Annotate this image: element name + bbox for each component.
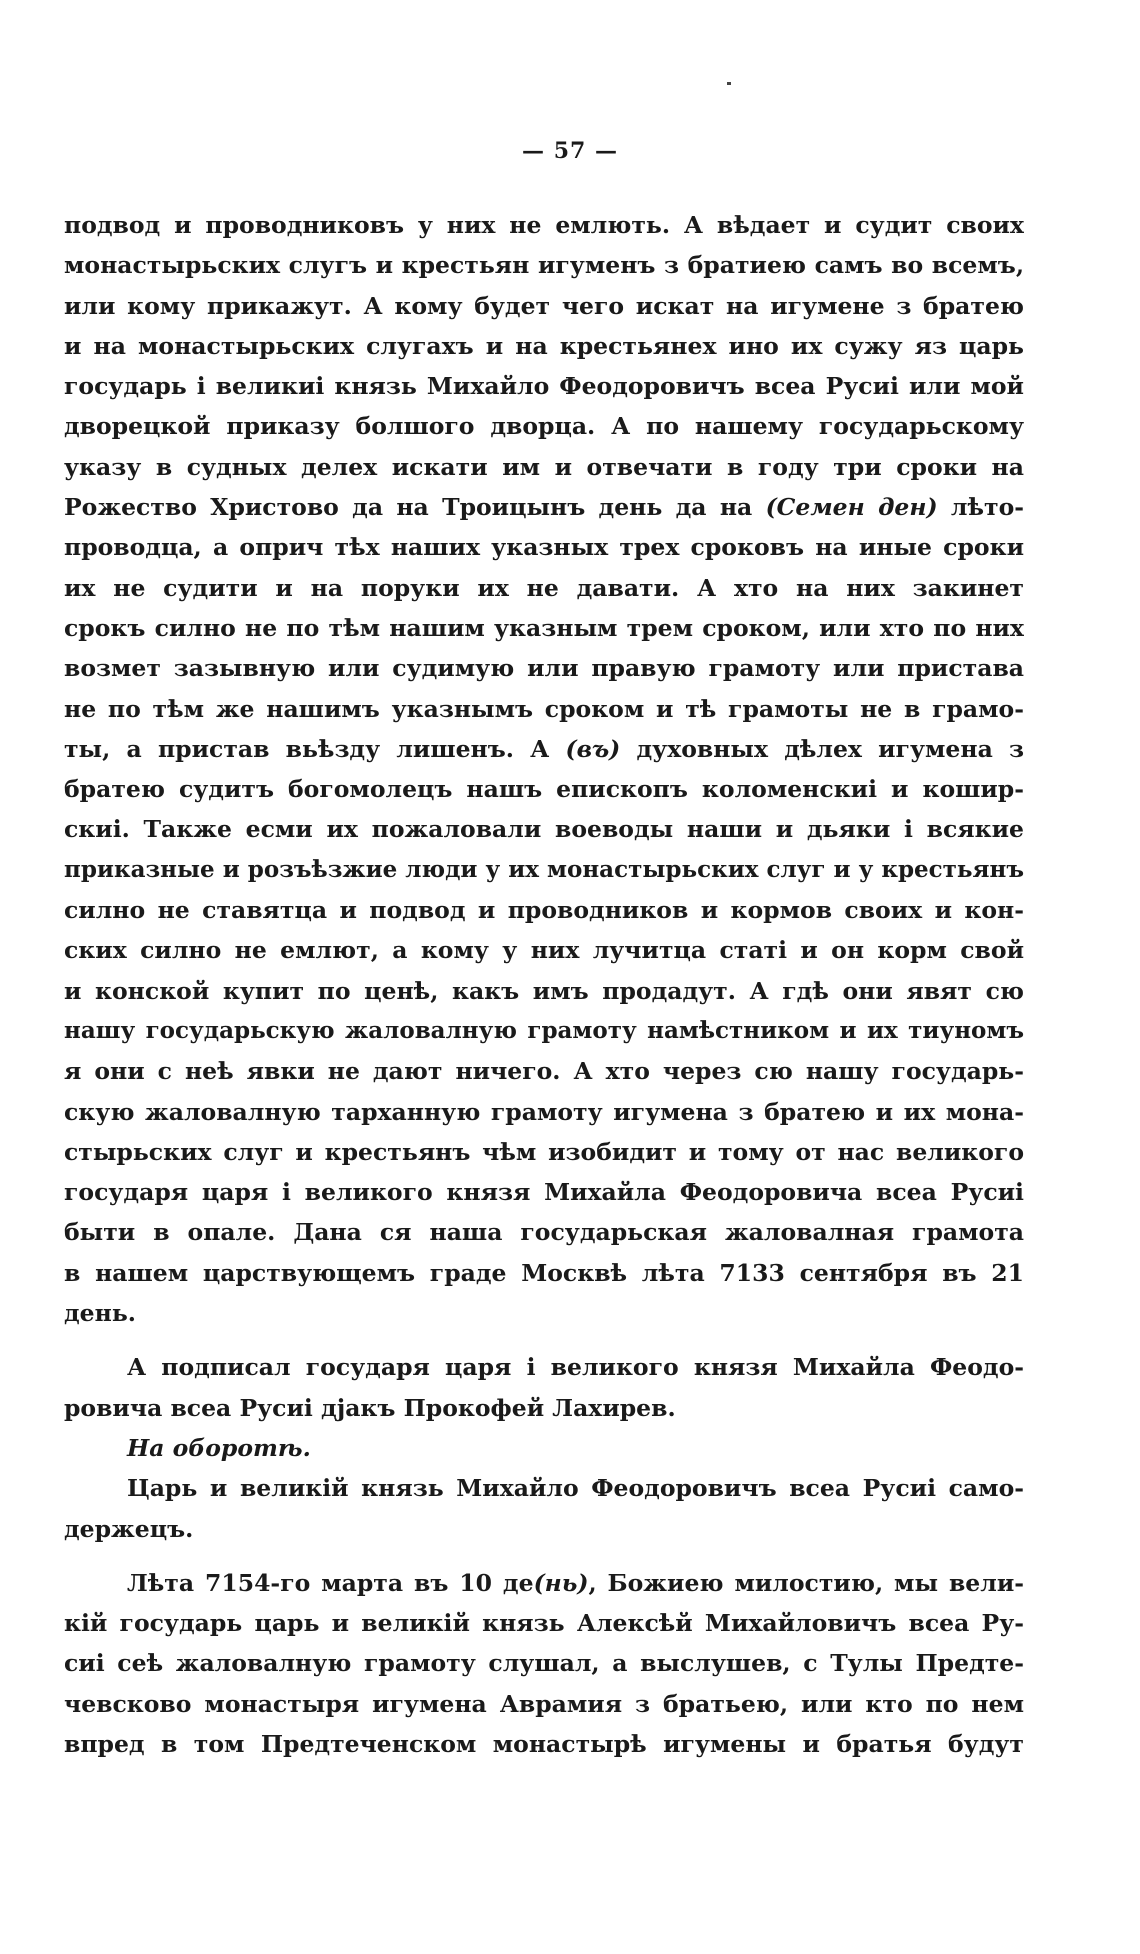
line-text: проводца, а оприч тѣх наших указных трех сроковъ на иные сроки (64, 533, 1024, 562)
text-line (64, 527, 1024, 567)
body-text (64, 205, 1024, 1764)
line-text: указу в судных делех искати им и отвечати в году три сроки на (64, 452, 1024, 481)
line-text: А подписал государя царя і великого князя Михайла Феодо- (127, 1353, 1024, 1382)
text-line (64, 1468, 1024, 1508)
text-line (64, 1132, 1024, 1172)
text-line (64, 1347, 1024, 1387)
text-line (64, 1253, 1024, 1293)
line-text: братею судитъ богомолецъ нашъ епископъ коломенскиі и кошир- (64, 775, 1024, 804)
italic-text: (въ) (565, 734, 621, 763)
line-text: не по тѣм же нашимъ указнымъ сроком и тѣ грамоты не в грамо- (64, 694, 1024, 723)
text-line (64, 1092, 1024, 1132)
text-line (64, 447, 1024, 487)
line-text: монастырьских слугъ и крестьян игуменъ з братиею самъ во всемъ, (64, 251, 1024, 280)
text-line (64, 1293, 1024, 1333)
text-line (64, 1172, 1024, 1212)
italic-text: На оборотѣ. (127, 1433, 311, 1462)
text-line (64, 971, 1024, 1011)
line-text: в нашем царствующемъ граде Москвѣ лѣта 7133 сентября въ 21 (64, 1258, 1024, 1287)
line-text: духовных дѣлех игумена з (620, 734, 1024, 763)
text-line (64, 406, 1024, 446)
line-text: я они с неѣ явки не дают ничего. А хто через сю нашу государь- (64, 1057, 1024, 1086)
line-text: быти в опале. Дана ся наша государьская жаловалная грамота (64, 1218, 1024, 1247)
line-text: лѣто- (937, 493, 1024, 522)
text-line (64, 1563, 1024, 1603)
line-text: подвод и проводниковъ у них не емлють. А вѣдает и судит своих (64, 211, 1024, 239)
line-text: сиі сеѣ жаловалную грамоту слушал, а выслушев, с Тулы Предте- (64, 1649, 1024, 1678)
text-line (64, 648, 1024, 688)
text-line (64, 205, 1024, 245)
line-text: возмет зазывную или судимую или правую грамоту или пристава (64, 654, 1024, 683)
line-text: Царь и великій князь Михайло Феодоровичъ всеа Русиі само- (127, 1474, 1024, 1503)
text-line (64, 1212, 1024, 1252)
text-line (64, 809, 1024, 849)
text-line (64, 245, 1024, 285)
text-line (64, 930, 1024, 970)
text-line (64, 1643, 1024, 1683)
paragraph-gap (64, 1549, 1024, 1563)
line-text: государь і великиі князь Михайло Феодоровичъ всеа Русиі или мой (64, 372, 1024, 401)
line-text: впред в том Предтеченском монастырѣ игумены и братья будут (64, 1729, 1024, 1758)
line-text: скую жаловалную тарханную грамоту игумена з братею и их мона- (64, 1097, 1024, 1126)
text-line (64, 1011, 1024, 1051)
italic-text: (нь) (533, 1568, 589, 1597)
text-line (64, 1051, 1024, 1091)
line-text: скиі. Также есми их пожаловали воеводы наши и дьяки і всякие (64, 815, 1024, 844)
line-text: держецъ. (64, 1514, 194, 1543)
line-text: Лѣта 7154-го марта въ 10 де (127, 1568, 534, 1597)
text-line (64, 689, 1024, 729)
line-text: день. (64, 1299, 136, 1328)
paragraph-gap (64, 1333, 1024, 1347)
text-line (64, 1724, 1024, 1764)
line-text: чевсково монастыря игумена Аврамия з братьею, или кто по нем (64, 1689, 1024, 1718)
line-text: и конской купит по ценѣ, какъ имъ продадут. А гдѣ они явят сю (64, 976, 1024, 1005)
text-line (64, 890, 1024, 930)
text-line (64, 769, 1024, 809)
line-text: их не судити и на поруки их не давати. А хто на них закинет (64, 573, 1024, 602)
line-text: стырьских слуг и крестьянъ чѣм изобидит и тому от нас великого (64, 1137, 1024, 1166)
line-text: ских силно не емлют, а кому у них лучитца статі и он корм свой (64, 936, 1024, 965)
text-line (64, 1428, 1024, 1468)
line-text: ты, а пристав вьѣзду лишенъ. А (64, 734, 566, 763)
print-speck (727, 82, 731, 85)
text-line (64, 729, 1024, 769)
italic-text: (Семен ден) (765, 493, 938, 522)
line-text: или кому прикажут. А кому будет чего искат на игумене з братею (64, 291, 1024, 320)
text-line (64, 1388, 1024, 1428)
line-text: кій государь царь и великій князь Алексѣй Михайловичъ всеа Ру- (64, 1609, 1024, 1638)
line-text: приказные и розъѣзжие люди у их монастырьских слуг и у крестьянъ (64, 855, 1024, 883)
line-text: , Божиею милостию, мы вели- (588, 1568, 1024, 1597)
text-line (64, 1509, 1024, 1549)
line-text: государя царя і великого князя Михайла Феодоровича всеа Русиі (64, 1178, 1024, 1207)
line-text: срокъ силно не по тѣм нашим указным трем сроком, или хто по них (64, 613, 1024, 642)
text-line (64, 1684, 1024, 1724)
text-line (64, 850, 1024, 890)
line-text: силно не ставятца и подвод и проводников и кормов своих и кон- (64, 896, 1024, 925)
text-line (64, 568, 1024, 608)
text-line (64, 326, 1024, 366)
text-line (64, 608, 1024, 648)
text-line (64, 366, 1024, 406)
page-number: — 57 — (522, 138, 618, 164)
line-text: и на монастырьских слугахъ и на крестьянех ино их сужу яз царь (64, 331, 1024, 360)
line-text: Рожество Христово да на Троицынъ день да на (64, 493, 766, 522)
text-line (64, 286, 1024, 326)
text-line (64, 1603, 1024, 1643)
line-text: нашу государьскую жаловалную грамоту намѣстником и их тиуномъ (64, 1016, 1024, 1044)
text-line (64, 487, 1024, 527)
line-text: ровича всеа Русиі дјакъ Прокофей Лахирев. (64, 1393, 676, 1422)
line-text: дворецкой приказу болшого дворца. А по нашему государьскому (64, 412, 1024, 441)
